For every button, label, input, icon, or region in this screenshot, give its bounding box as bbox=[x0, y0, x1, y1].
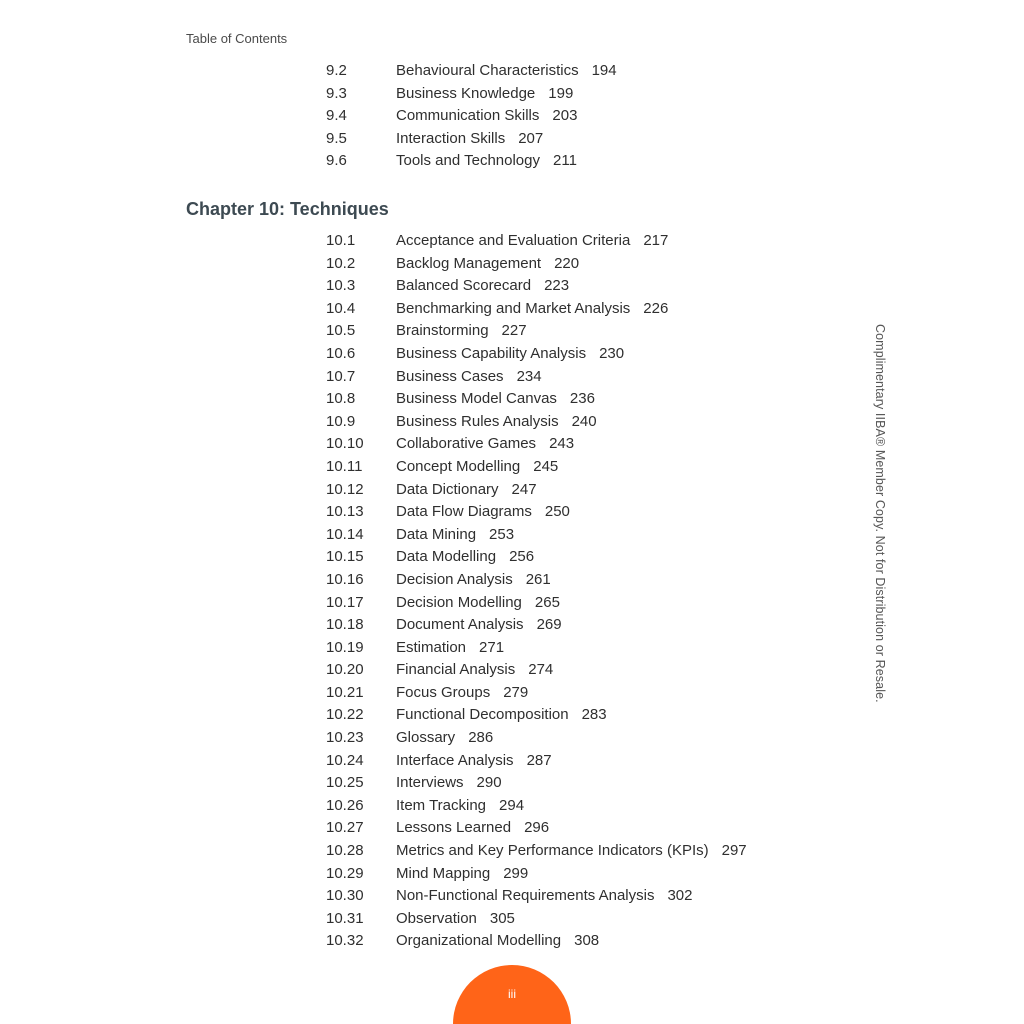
toc-entry-number: 10.3 bbox=[326, 277, 356, 295]
toc-entry[interactable] bbox=[326, 413, 826, 436]
toc-entry-number: 10.18 bbox=[326, 616, 364, 634]
toc-entry-title: Lessons Learned bbox=[396, 819, 512, 837]
toc-entry-title: Focus Groups bbox=[396, 683, 491, 701]
toc-entry[interactable] bbox=[326, 107, 826, 130]
toc-entry[interactable] bbox=[326, 152, 826, 175]
toc-entry-title: Interface Analysis bbox=[396, 751, 514, 769]
toc-entry-title: Communication Skills bbox=[396, 107, 540, 125]
toc-entry-page: 290 bbox=[476, 774, 502, 792]
toc-entry-title: Data Dictionary bbox=[396, 480, 499, 498]
toc-entry-page: 256 bbox=[509, 548, 535, 566]
toc-entry-title: Business Capability Analysis bbox=[396, 344, 587, 362]
toc-entry-number: 10.22 bbox=[326, 706, 364, 724]
toc-entry-page: 296 bbox=[524, 819, 550, 837]
toc-entry-page: 245 bbox=[533, 457, 559, 475]
toc-entry-number: 10.4 bbox=[326, 299, 356, 317]
toc-entry-title: Organizational Modelling bbox=[396, 932, 562, 950]
toc-entry-number: 10.10 bbox=[326, 435, 364, 453]
copyright-watermark: Complimentary IIBA® Member Copy. Not for Distribution or Resale. bbox=[873, 324, 887, 703]
toc-entry[interactable] bbox=[326, 661, 826, 684]
toc-entry-number: 10.24 bbox=[326, 751, 364, 769]
toc-entry-title: Mind Mapping bbox=[396, 864, 491, 882]
toc-entry-title: Business Knowledge bbox=[396, 84, 536, 102]
toc-entry-page: 217 bbox=[643, 232, 669, 249]
toc-entry-number: 10.1 bbox=[326, 232, 356, 249]
toc-entry-title: Collaborative Games bbox=[396, 435, 537, 453]
toc-entry-page: 220 bbox=[554, 254, 580, 272]
toc-entry[interactable] bbox=[326, 729, 826, 752]
toc-entry-title: Functional Decomposition bbox=[396, 706, 569, 724]
toc-entry-page: 243 bbox=[549, 435, 575, 453]
toc-entry-page: 230 bbox=[599, 344, 625, 362]
toc-entry-page: 226 bbox=[643, 299, 669, 317]
toc-entry[interactable] bbox=[326, 232, 826, 255]
toc-entry-title: Balanced Scorecard bbox=[396, 277, 532, 295]
running-header: Table of Contents bbox=[186, 31, 288, 46]
toc-entry-title: Behavioural Characteristics bbox=[396, 62, 579, 79]
toc-entry-page: 261 bbox=[525, 570, 551, 588]
toc-entry-title: Glossary bbox=[396, 729, 456, 747]
toc-entry-number: 10.27 bbox=[326, 819, 364, 837]
toc-entry-title: Data Flow Diagrams bbox=[396, 503, 532, 521]
toc-entry[interactable] bbox=[326, 85, 826, 108]
toc-entry-number: 10.9 bbox=[326, 412, 356, 430]
toc-entry[interactable] bbox=[326, 594, 826, 617]
toc-entry-title: Non-Functional Requirements Analysis bbox=[396, 887, 655, 905]
toc-entry-title: Business Cases bbox=[396, 367, 504, 385]
toc-entry[interactable] bbox=[326, 887, 826, 910]
toc-entry-page: 236 bbox=[569, 390, 595, 408]
toc-entry[interactable] bbox=[326, 526, 826, 549]
toc-entry-title: Business Model Canvas bbox=[396, 390, 557, 408]
toc-entry[interactable] bbox=[326, 910, 826, 933]
toc-entry-number: 10.31 bbox=[326, 909, 364, 927]
toc-entry-page: 253 bbox=[489, 525, 515, 543]
toc-entry[interactable] bbox=[326, 752, 826, 775]
toc-entry-title: Estimation bbox=[396, 638, 467, 656]
toc-entry-number: 10.21 bbox=[326, 683, 364, 701]
toc-entry[interactable] bbox=[326, 684, 826, 707]
toc-entry-title: Brainstorming bbox=[396, 322, 489, 340]
toc-entry[interactable] bbox=[326, 865, 826, 888]
toc-entry-number: 10.25 bbox=[326, 774, 364, 792]
toc-entry[interactable] bbox=[326, 503, 826, 526]
toc-entry-title: Interviews bbox=[396, 774, 464, 792]
toc-entry-number: 10.16 bbox=[326, 570, 364, 588]
toc-entry-number: 10.11 bbox=[326, 457, 363, 475]
toc-entry-page: 223 bbox=[544, 277, 570, 295]
chapter-10-heading: Chapter 10: Techniques bbox=[186, 199, 389, 219]
toc-entry[interactable] bbox=[326, 130, 826, 153]
toc-entry[interactable] bbox=[326, 255, 826, 278]
toc-entry-title: Financial Analysis bbox=[396, 661, 516, 679]
toc-entry-title: Item Tracking bbox=[396, 796, 487, 814]
toc-entry-number: 10.12 bbox=[326, 480, 364, 498]
page-number: iii bbox=[508, 987, 516, 1001]
toc-entry-number: 10.32 bbox=[326, 932, 364, 950]
toc-entry[interactable] bbox=[326, 819, 826, 842]
chapter-10-toc-list bbox=[326, 232, 826, 955]
toc-entry-page: 286 bbox=[468, 729, 494, 747]
toc-entry-number: 9.2 bbox=[326, 62, 347, 79]
toc-entry[interactable] bbox=[326, 706, 826, 729]
toc-entry-title: Data Mining bbox=[396, 525, 477, 543]
toc-entry-page: 299 bbox=[503, 864, 529, 882]
toc-entry-number: 10.26 bbox=[326, 796, 364, 814]
toc-entry-page: 283 bbox=[581, 706, 607, 724]
toc-entry[interactable] bbox=[326, 548, 826, 571]
toc-entry-number: 9.6 bbox=[326, 152, 347, 170]
toc-entry-page: 297 bbox=[721, 842, 747, 860]
toc-entry-page: 294 bbox=[499, 796, 525, 814]
toc-entry-page: 203 bbox=[552, 107, 578, 125]
toc-entry-number: 10.13 bbox=[326, 503, 364, 521]
toc-entry-number: 10.17 bbox=[326, 593, 364, 611]
toc-entry-page: 247 bbox=[511, 480, 537, 498]
toc-entry-number: 10.6 bbox=[326, 344, 356, 362]
toc-entry[interactable] bbox=[326, 435, 826, 458]
toc-entry-page: 287 bbox=[526, 751, 552, 769]
toc-entry[interactable] bbox=[326, 481, 826, 504]
toc-entry-number: 10.5 bbox=[326, 322, 356, 340]
toc-entry-number: 10.19 bbox=[326, 638, 364, 656]
toc-entry-title: Document Analysis bbox=[396, 616, 524, 634]
toc-entry-number: 9.5 bbox=[326, 129, 347, 147]
toc-entry-title: Decision Analysis bbox=[396, 570, 513, 588]
toc-entry-page: 265 bbox=[534, 593, 560, 611]
toc-entry-page: 305 bbox=[489, 909, 515, 927]
toc-entry-title: Concept Modelling bbox=[396, 457, 521, 475]
toc-entry-number: 10.14 bbox=[326, 525, 364, 543]
toc-entry[interactable] bbox=[326, 774, 826, 797]
toc-entry-page: 227 bbox=[501, 322, 527, 340]
toc-entry-number: 10.30 bbox=[326, 887, 364, 905]
toc-entry-number: 10.2 bbox=[326, 254, 356, 272]
toc-entry[interactable] bbox=[326, 300, 826, 323]
toc-entry[interactable] bbox=[326, 458, 826, 481]
toc-entry[interactable] bbox=[326, 639, 826, 662]
toc-entry-page: 207 bbox=[518, 129, 544, 147]
toc-entry-page: 279 bbox=[503, 683, 529, 701]
toc-entry[interactable] bbox=[326, 797, 826, 820]
toc-entry-title: Interaction Skills bbox=[396, 129, 506, 147]
toc-entry-page: 211 bbox=[553, 152, 577, 170]
chapter-9-toc-list bbox=[326, 62, 826, 175]
toc-entry[interactable] bbox=[326, 842, 826, 865]
toc-entry-number: 9.3 bbox=[326, 84, 347, 102]
toc-entry-number: 10.29 bbox=[326, 864, 364, 882]
toc-entry-page: 250 bbox=[544, 503, 570, 521]
toc-entry[interactable] bbox=[326, 322, 826, 345]
toc-entry-number: 9.4 bbox=[326, 107, 347, 125]
toc-entry-title: Observation bbox=[396, 909, 477, 927]
toc-entry-number: 10.23 bbox=[326, 729, 364, 747]
toc-entry-number: 10.28 bbox=[326, 842, 364, 860]
toc-entry-title: Data Modelling bbox=[396, 548, 497, 566]
toc-entry-page: 302 bbox=[667, 887, 693, 905]
toc-entry[interactable] bbox=[326, 571, 826, 594]
toc-entry-number: 10.8 bbox=[326, 390, 356, 408]
toc-entry-page: 194 bbox=[591, 62, 617, 79]
toc-entry-title: Metrics and Key Performance Indicators (KPIs) bbox=[396, 842, 709, 860]
toc-entry[interactable] bbox=[326, 616, 826, 639]
toc-entry[interactable] bbox=[326, 390, 826, 413]
toc-entry-page: 234 bbox=[516, 367, 542, 385]
page-number-tab bbox=[453, 965, 571, 1024]
toc-entry[interactable] bbox=[326, 62, 826, 85]
toc-entry[interactable] bbox=[326, 277, 826, 300]
toc-entry-title: Business Rules Analysis bbox=[396, 412, 559, 430]
toc-entry-number: 10.20 bbox=[326, 661, 364, 679]
toc-entry[interactable] bbox=[326, 345, 826, 368]
toc-entry-title: Benchmarking and Market Analysis bbox=[396, 299, 631, 317]
toc-entry-page: 269 bbox=[536, 616, 562, 634]
toc-entry-number: 10.15 bbox=[326, 548, 364, 566]
toc-entry-title: Decision Modelling bbox=[396, 593, 522, 611]
toc-entry[interactable] bbox=[326, 932, 826, 955]
toc-entry-page: 199 bbox=[548, 84, 574, 102]
toc-entry-page: 274 bbox=[528, 661, 554, 679]
toc-entry-page: 271 bbox=[479, 638, 505, 656]
toc-entry-title: Acceptance and Evaluation Criteria bbox=[396, 232, 631, 249]
toc-entry-title: Tools and Technology bbox=[396, 152, 540, 170]
toc-entry-title: Backlog Management bbox=[396, 254, 542, 272]
toc-entry-number: 10.7 bbox=[326, 367, 356, 385]
toc-entry-page: 308 bbox=[574, 932, 600, 950]
toc-entry[interactable] bbox=[326, 368, 826, 391]
toc-entry-page: 240 bbox=[571, 412, 597, 430]
